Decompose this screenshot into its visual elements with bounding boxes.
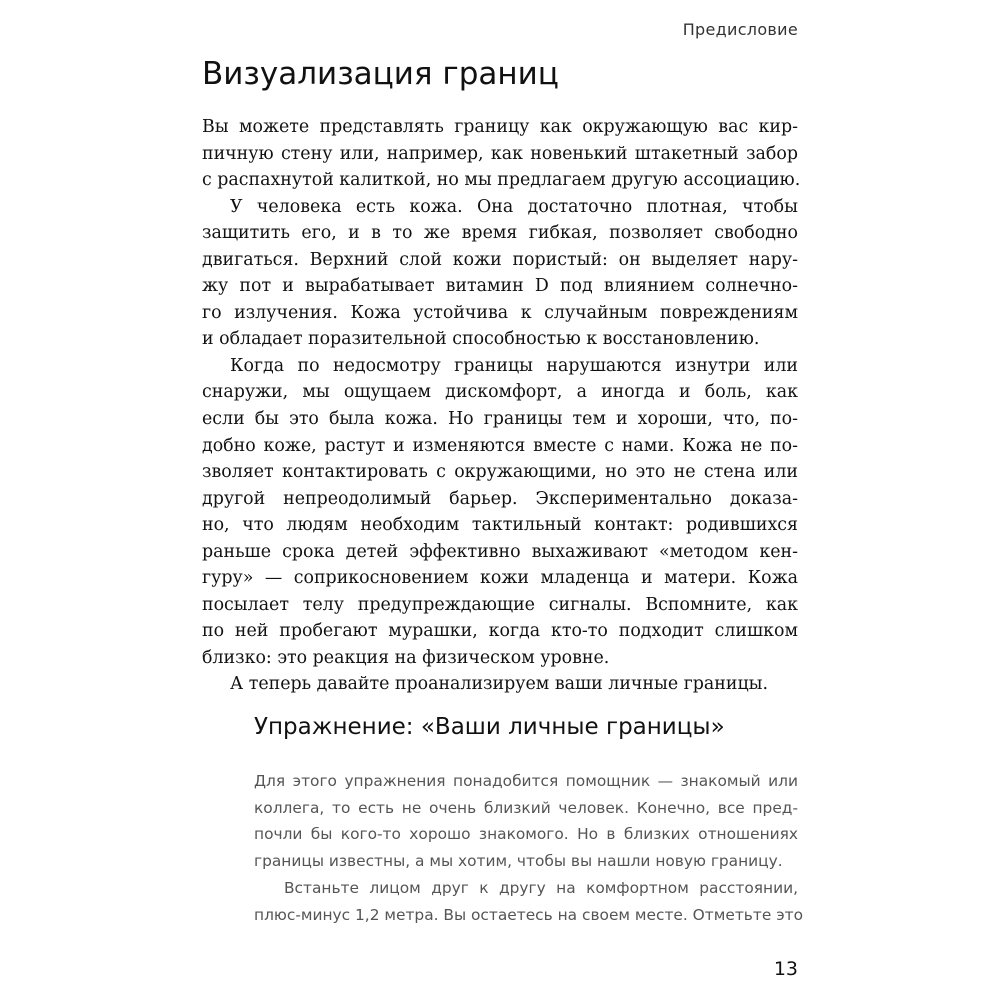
- text-line: посылает телу предупреждающие сигналы. Вспомните, как: [202, 594, 798, 615]
- text-line: двигаться. Верхний слой кожи пористый: он выделяет нару-: [202, 249, 798, 270]
- exercise-line: Для этого упражнения понадобится помощник — знакомый или: [254, 772, 798, 790]
- exercise-line: почли бы кого-то хорошо знакомого. Но в близких отношениях: [254, 825, 798, 844]
- text-line: и обладает поразительной способностью к восстановлению.: [202, 329, 760, 350]
- exercise-text: [254, 768, 804, 928]
- text-line: пичную стену или, например, как новенький штакетный забор: [202, 143, 798, 164]
- text-line: раньше срока детей эффективно выхаживают «методом кен-: [202, 541, 798, 562]
- text-line: снаружи, мы ощущаем дискомфорт, а иногда и боль, как: [202, 382, 798, 403]
- text-line: У человека есть кожа. Она достаточно плотная, чтобы: [230, 196, 798, 217]
- text-line: Вы можете представлять границу как окружающую вас кир-: [202, 117, 798, 137]
- text-line: другой непреодолимый барьер. Экспериментально доказа-: [202, 488, 798, 509]
- text-line: гуру» — соприкосновением кожи младенца и матери. Кожа: [202, 568, 798, 589]
- text-line: защитить его, и в то же время гибкая, позволяет свободно: [202, 223, 798, 244]
- text-line: Когда по недосмотру границы нарушаются изнутри или: [230, 355, 798, 376]
- exercise-line: коллега, то есть не очень близкий человек. Конечно, все пред-: [254, 798, 798, 817]
- text-line: по ней пробегают мурашки, когда кто-то подходит слишком: [202, 621, 798, 642]
- text-line: зволяет контактировать с окружающими, но это не стена или: [202, 462, 798, 483]
- section-title: Упражнение: «Ваши личные границы»: [254, 714, 725, 740]
- chapter-title: Визуализация границ: [202, 56, 559, 92]
- text-line: близко: это реакция на физическом уровне.: [202, 647, 610, 668]
- text-line: если бы это была кожа. Но границы тем и хороши, что, по-: [202, 409, 798, 430]
- text-line: добно коже, растут и изменяются вместе с нами. Кожа не по-: [202, 435, 798, 456]
- page-number: 13: [773, 958, 798, 980]
- exercise-line: плюс-минус 1,2 метра. Вы остаетесь на своем месте. Отметьте это: [254, 905, 804, 924]
- text-line: А теперь давайте проанализируем ваши личные границы.: [230, 674, 769, 695]
- text-line: жу пот и вырабатывает витамин D под влиянием солнечно-: [202, 276, 798, 297]
- exercise-line: границы известны, а мы хотим, чтобы вы нашли новую границу.: [254, 852, 783, 871]
- text-line: го излучения. Кожа устойчива к случайным повреждениям: [202, 302, 798, 323]
- body-text: [202, 114, 801, 698]
- exercise-line: Встаньте лицом друг к другу на комфортном расстоянии,: [284, 878, 798, 897]
- running-head: Предисловие: [682, 20, 798, 39]
- text-line: с распахнутой калиткой, но мы предлагаем другую ассоциацию.: [202, 170, 801, 191]
- text-line: но, что людям необходим тактильный контакт: родившихся: [202, 515, 798, 536]
